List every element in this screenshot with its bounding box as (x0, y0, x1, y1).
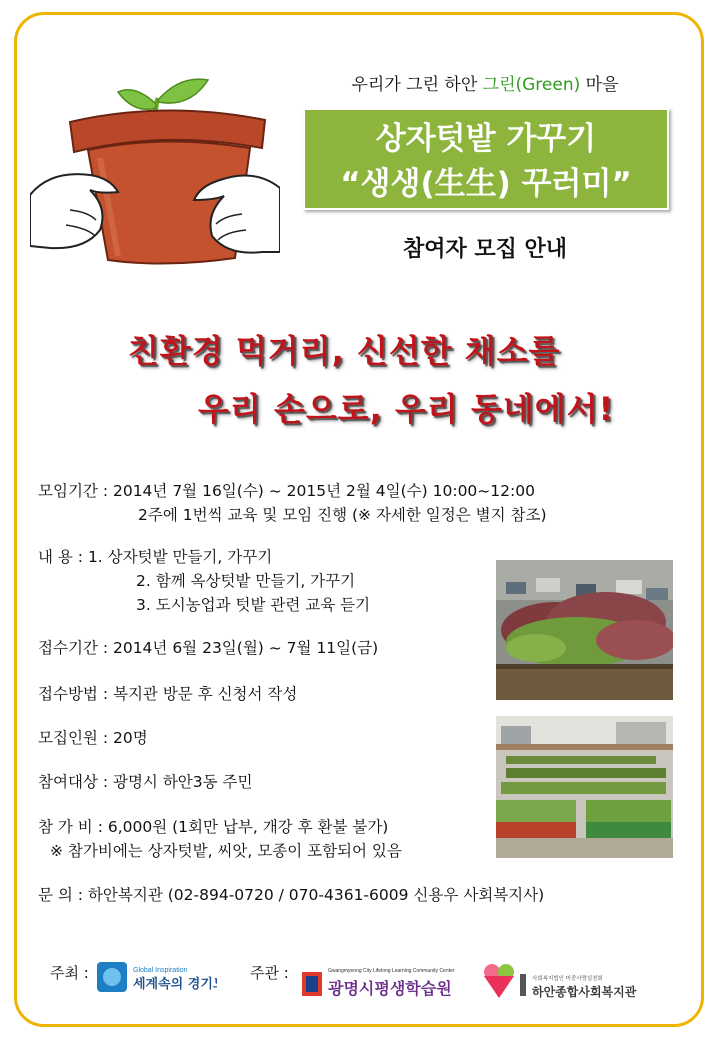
reception-method: 접수방법 : 복지관 방문 후 신청서 작성 (38, 685, 298, 703)
target: 참여대상 : 광명시 하안3동 주민 (38, 773, 253, 791)
title-line1: 상자텃밭 가꾸기 (375, 121, 597, 157)
title-line2: “생생(生生) 꾸러미” (340, 166, 632, 202)
gyeonggi-emblem-icon (97, 958, 217, 998)
rooftop-garden-photo (496, 716, 673, 858)
content-line3: 3. 도시농업과 텃밭 관련 교육 듣기 (136, 596, 371, 614)
fee-line2: ※ 참가비에는 상자텃밭, 씨앗, 모종이 포함되어 있음 (50, 842, 402, 860)
subtitle (300, 70, 670, 95)
gwangmyeong-small: Gwangmyeong City Lifelong Learning Community Center (328, 968, 455, 974)
gyeonggi-main: 세계속의 경기도 (133, 977, 217, 992)
haan-heart-icon (480, 960, 670, 1004)
recruitment-notice: 참여자 모집 안내 (402, 237, 568, 262)
subtitle-suffix: 마을 (580, 75, 619, 95)
gyeonggi-logo (97, 958, 217, 1002)
lettuce-box-photo (496, 560, 673, 700)
gwangmyeong-logo (300, 962, 470, 1006)
gwangmyeong-main: 광명시평생학습원 (328, 979, 452, 998)
haan-main: 하안종합사회복지관 (532, 985, 637, 999)
inquiry: 문 의 : 하안복지관 (02-894-0720 / 070-4361-6009 신용우 사회복지사) (38, 886, 545, 904)
host-label: 주최 : (50, 964, 89, 982)
slogan-line1: 친환경 먹거리, 신선한 채소를 (128, 332, 561, 370)
period-line1: 모임기간 : 2014년 7월 16일(수) ~ 2015년 2월 4일(수) 10:00~12:00 (38, 482, 535, 500)
gyeonggi-small: Global Inspiration (133, 967, 188, 974)
haan-welfare-logo (480, 960, 670, 1008)
period-line2: 2주에 1번씩 교육 및 모임 진행 (※ 자세한 일정은 별지 참조) (138, 506, 547, 524)
slogan-line2: 우리 손으로, 우리 동네에서! (198, 390, 615, 428)
gwangmyeong-emblem-icon (300, 962, 470, 1002)
reception-period: 접수기간 : 2014년 6월 23일(월) ~ 7월 11일(금) (38, 639, 379, 657)
title-box (303, 108, 669, 210)
content-line2: 2. 함께 옥상텃밭 만들기, 가꾸기 (136, 572, 356, 590)
plant-pot-illustration (30, 70, 280, 270)
content-line1: 내 용 : 1. 상자텃밭 만들기, 가꾸기 (38, 548, 273, 566)
organizer-label: 주관 : (250, 964, 289, 982)
capacity: 모집인원 : 20명 (38, 729, 148, 747)
fee-line1: 참 가 비 : 6,000원 (1회만 납부, 개강 후 환불 불가) (38, 818, 389, 836)
subtitle-green: 그린(Green) (482, 75, 581, 95)
haan-small: 사회복지법인 미중사랑실천회 (532, 976, 603, 982)
subtitle-prefix: 우리가 그린 하안 (351, 75, 483, 95)
